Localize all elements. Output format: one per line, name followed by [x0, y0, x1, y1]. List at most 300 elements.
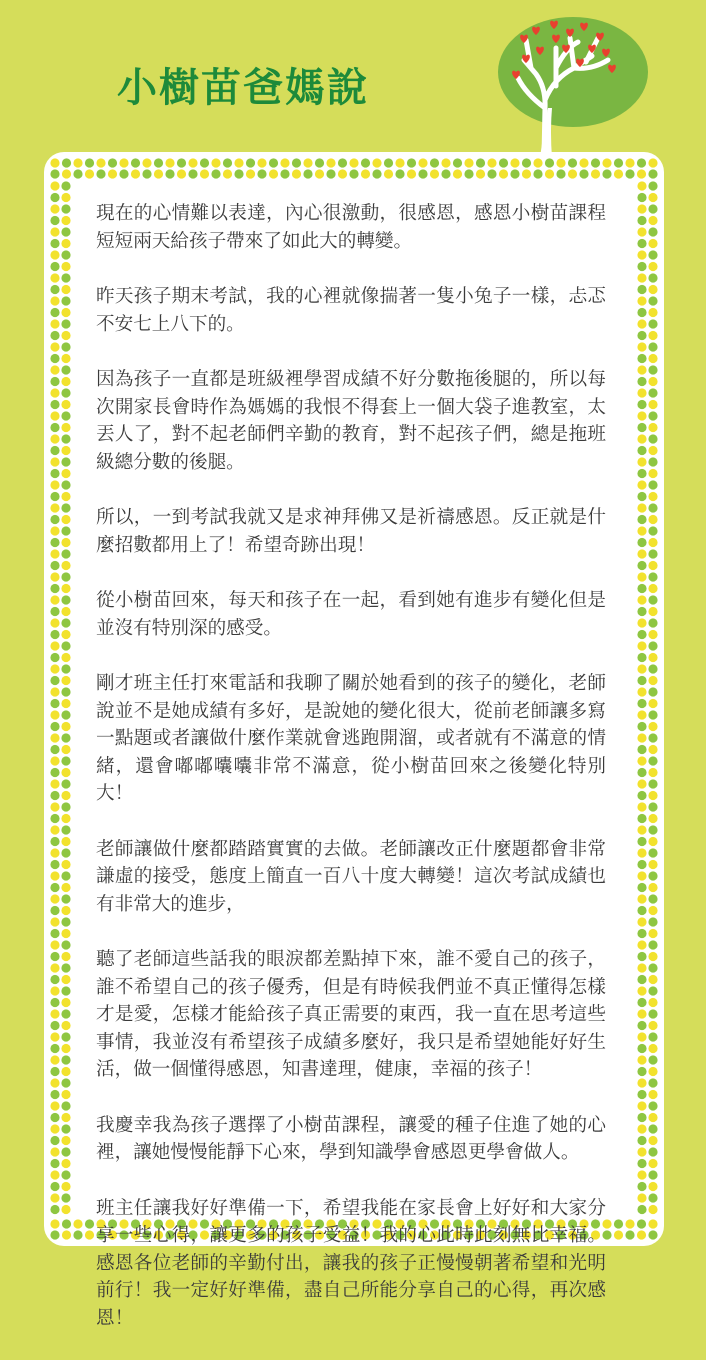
border-dot: [648, 1170, 657, 1179]
border-dot: [61, 791, 70, 800]
border-dot: [61, 768, 70, 777]
border-dot: [154, 158, 163, 167]
border-dot: [165, 169, 174, 178]
letter-paragraph: 聽了老師這些話我的眼淚都差點掉下來，誰不愛自己的孩子，誰不希望自己的孩子優秀，但是有時候我們並不真正懂得怎樣才是愛，怎樣才能給孩子真正需要的東西，我一直在思考這些事情，我並沒有希望孩子成績多麼好，我只是希望她能好好生活，做一個懂得感恩，知書達理，健康，幸福的孩子！: [96, 949, 606, 1080]
border-dot: [648, 929, 657, 938]
border-dot: [637, 733, 646, 742]
border-dot: [61, 239, 70, 248]
border-dot: [50, 825, 59, 834]
border-dot: [50, 561, 59, 570]
border-dot: [50, 630, 59, 639]
border-dot: [637, 193, 646, 202]
border-dot: [648, 273, 657, 282]
border-dot: [637, 814, 646, 823]
border-dot: [50, 883, 59, 892]
border-dot: [292, 169, 301, 178]
border-dot: [61, 883, 70, 892]
border-dot: [637, 411, 646, 420]
border-dot: [50, 1159, 59, 1168]
border-dot: [648, 549, 657, 558]
border-dot: [61, 653, 70, 662]
border-dot: [61, 400, 70, 409]
border-dot: [50, 1124, 59, 1133]
border-dot: [50, 917, 59, 926]
border-dot: [50, 952, 59, 961]
border-dot: [533, 169, 542, 178]
border-dot: [648, 377, 657, 386]
border-dot: [50, 595, 59, 604]
border-dot: [61, 457, 70, 466]
border-dot: [499, 169, 508, 178]
border-dot: [648, 308, 657, 317]
border-dot: [61, 584, 70, 593]
border-dot: [648, 423, 657, 432]
border-dot: [50, 434, 59, 443]
border-dot: [637, 526, 646, 535]
border-dot: [50, 1055, 59, 1064]
border-dot: [648, 1205, 657, 1214]
border-dot: [62, 1230, 71, 1239]
border-dot: [648, 745, 657, 754]
border-dot: [50, 1113, 59, 1122]
border-dot: [648, 319, 657, 328]
border-dot: [50, 1101, 59, 1110]
border-dot: [50, 607, 59, 616]
border-dot: [648, 1067, 657, 1076]
border-dot: [50, 204, 59, 213]
border-dot: [637, 607, 646, 616]
border-dot: [50, 894, 59, 903]
border-dot: [637, 239, 646, 248]
border-dot: [464, 169, 473, 178]
border-dot: [96, 169, 105, 178]
border-dot: [50, 733, 59, 742]
border-dot: [108, 169, 117, 178]
border-dot: [61, 1124, 70, 1133]
border-dot: [50, 906, 59, 915]
border-dot: [499, 158, 508, 167]
border-dot: [61, 630, 70, 639]
border-dot: [648, 227, 657, 236]
border-dot: [61, 377, 70, 386]
border-dot: [648, 1009, 657, 1018]
border-dot: [61, 1147, 70, 1156]
border-dot: [257, 169, 266, 178]
border-dot: [61, 411, 70, 420]
border-dot: [648, 1147, 657, 1156]
border-dot: [637, 1055, 646, 1064]
border-dot: [61, 906, 70, 915]
border-dot: [637, 1078, 646, 1087]
border-dot: [61, 825, 70, 834]
border-dot: [372, 169, 381, 178]
border-dot: [50, 791, 59, 800]
border-dot: [637, 641, 646, 650]
border-dot: [73, 1219, 82, 1228]
border-dot: [61, 549, 70, 558]
border-dot: [522, 169, 531, 178]
border-dot: [637, 388, 646, 397]
border-dot: [223, 158, 232, 167]
border-dot: [637, 423, 646, 432]
border-dot: [637, 710, 646, 719]
border-dot: [637, 584, 646, 593]
border-dot: [637, 871, 646, 880]
border-dot: [61, 1113, 70, 1122]
border-dot: [61, 837, 70, 846]
border-dot: [648, 825, 657, 834]
border-dot: [637, 181, 646, 190]
border-dot: [62, 158, 71, 167]
border-dot: [637, 469, 646, 478]
border-dot: [637, 250, 646, 259]
border-dot: [131, 158, 140, 167]
border-dot: [464, 158, 473, 167]
border-dot: [648, 434, 657, 443]
border-dot: [476, 158, 485, 167]
border-dot: [625, 158, 634, 167]
border-dot: [50, 446, 59, 455]
border-dot: [648, 883, 657, 892]
border-dot: [648, 940, 657, 949]
border-dot: [188, 169, 197, 178]
border-dot: [50, 492, 59, 501]
border-dot: [637, 319, 646, 328]
border-dot: [648, 285, 657, 294]
border-dot: [234, 169, 243, 178]
border-dot: [453, 169, 462, 178]
border-dot: [579, 169, 588, 178]
border-dot: [637, 354, 646, 363]
border-dot: [568, 169, 577, 178]
border-dot: [637, 1159, 646, 1168]
border-dot: [637, 791, 646, 800]
border-dot: [637, 204, 646, 213]
border-dot: [648, 296, 657, 305]
border-dot: [50, 1205, 59, 1214]
border-dot: [61, 779, 70, 788]
border-dot: [50, 756, 59, 765]
border-dot: [637, 262, 646, 271]
border-dot: [637, 1182, 646, 1191]
border-dot: [648, 250, 657, 259]
border-dot: [61, 607, 70, 616]
border-dot: [637, 779, 646, 788]
border-dot: [648, 411, 657, 420]
border-dot: [315, 158, 324, 167]
border-dot: [648, 515, 657, 524]
border-dot: [50, 411, 59, 420]
border-dot: [637, 538, 646, 547]
border-dot: [50, 940, 59, 949]
border-dot: [50, 687, 59, 696]
border-dot: [648, 618, 657, 627]
border-dot: [50, 262, 59, 271]
border-dot: [648, 733, 657, 742]
border-dot: [637, 285, 646, 294]
border-dot: [637, 745, 646, 754]
border-dot: [61, 204, 70, 213]
border-dot: [637, 848, 646, 857]
border-dot: [637, 676, 646, 685]
border-dot: [50, 722, 59, 731]
border-dot: [648, 365, 657, 374]
border-dot: [61, 561, 70, 570]
border-dot: [545, 169, 554, 178]
border-dot: [50, 538, 59, 547]
border-dot: [62, 1219, 71, 1228]
border-dot: [407, 158, 416, 167]
letter-paragraph: 現在的心情難以表達，內心很激動，很感恩，感恩小樹苗課程短短兩天給孩子帶來了如此大的轉變。: [96, 203, 606, 252]
border-dot: [637, 837, 646, 846]
border-dot: [637, 860, 646, 869]
border-dot: [119, 158, 128, 167]
border-dot: [637, 894, 646, 903]
border-dot: [303, 169, 312, 178]
border-dot: [648, 354, 657, 363]
border-dot: [50, 653, 59, 662]
border-dot: [637, 1044, 646, 1053]
border-dot: [556, 158, 565, 167]
border-dot: [61, 1055, 70, 1064]
border-dot: [648, 607, 657, 616]
border-dot: [50, 1067, 59, 1076]
border-dot: [61, 1067, 70, 1076]
border-dot: [61, 860, 70, 869]
border-dot: [50, 1219, 59, 1228]
border-dot: [614, 1219, 623, 1228]
border-dot: [165, 158, 174, 167]
border-dot: [246, 169, 255, 178]
border-dot: [50, 768, 59, 777]
border-dot: [85, 169, 94, 178]
border-dot: [61, 733, 70, 742]
border-dot: [50, 423, 59, 432]
border-dot: [637, 929, 646, 938]
border-dot: [73, 169, 82, 178]
border-dot: [648, 469, 657, 478]
border-dot: [50, 239, 59, 248]
border-dot: [441, 158, 450, 167]
border-dot: [430, 158, 439, 167]
border-dot: [50, 158, 59, 167]
border-dot: [61, 250, 70, 259]
border-dot: [637, 699, 646, 708]
border-dot: [61, 503, 70, 512]
border-dot: [50, 169, 59, 178]
border-dot: [637, 1193, 646, 1202]
border-dot: [637, 158, 646, 167]
border-dot: [637, 561, 646, 570]
border-dot: [61, 952, 70, 961]
border-dot: [61, 1170, 70, 1179]
border-dot: [61, 745, 70, 754]
border-dot: [648, 1101, 657, 1110]
border-dot: [61, 814, 70, 823]
border-dot: [61, 1136, 70, 1145]
border-dot: [257, 158, 266, 167]
border-dot: [556, 169, 565, 178]
border-dot: [61, 365, 70, 374]
border-dot: [637, 687, 646, 696]
border-dot: [50, 584, 59, 593]
border-dot: [338, 158, 347, 167]
border-dot: [61, 963, 70, 972]
border-dot: [648, 860, 657, 869]
border-dot: [648, 1159, 657, 1168]
border-dot: [637, 595, 646, 604]
border-dot: [648, 814, 657, 823]
border-dot: [395, 158, 404, 167]
border-dot: [61, 940, 70, 949]
border-dot: [637, 768, 646, 777]
border-dot: [418, 158, 427, 167]
border-dot: [648, 1230, 657, 1239]
border-dot: [648, 952, 657, 961]
letter-paragraph: 班主任讓我好好準備一下，希望我能在家長會上好好和大家分享一些心得，讓更多的孩子受益！我的心此時此刻無比幸福。感恩各位老師的辛勤付出，讓我的孩子正慢慢朝著希望和光明前行！我一定好好準備，盡自己所能分享自己的心得，再次感恩！: [96, 1197, 606, 1329]
border-dot: [50, 342, 59, 351]
border-dot: [637, 722, 646, 731]
border-dot: [61, 722, 70, 731]
letter-paragraph: 從小樹苗回來，每天和孩子在一起，看到她有進步有變化但是並沒有特別深的感受。: [96, 590, 606, 639]
border-dot: [637, 434, 646, 443]
border-dot: [50, 457, 59, 466]
border-dot: [648, 986, 657, 995]
border-dot: [61, 331, 70, 340]
border-dot: [637, 572, 646, 581]
border-dot: [50, 710, 59, 719]
border-dot: [637, 400, 646, 409]
border-dot: [637, 756, 646, 765]
border-dot: [50, 1032, 59, 1041]
border-dot: [50, 319, 59, 328]
border-dot: [326, 158, 335, 167]
border-dot: [637, 618, 646, 627]
border-dot: [50, 526, 59, 535]
border-dot: [648, 262, 657, 271]
border-dot: [637, 296, 646, 305]
border-dot: [418, 169, 427, 178]
border-dot: [61, 676, 70, 685]
border-dot: [648, 802, 657, 811]
border-dot: [637, 1205, 646, 1214]
border-dot: [50, 998, 59, 1007]
border-dot: [602, 169, 611, 178]
letter-body: [96, 200, 606, 1360]
border-dot: [648, 388, 657, 397]
border-dot: [50, 860, 59, 869]
border-dot: [648, 1032, 657, 1041]
border-dot: [50, 1230, 59, 1239]
border-dot: [648, 722, 657, 731]
border-dot: [430, 169, 439, 178]
border-dot: [61, 1009, 70, 1018]
border-dot: [614, 169, 623, 178]
border-dot: [73, 158, 82, 167]
border-dot: [62, 169, 71, 178]
border-dot: [648, 526, 657, 535]
border-dot: [61, 285, 70, 294]
border-dot: [625, 1219, 634, 1228]
border-dot: [648, 653, 657, 662]
border-dot: [384, 169, 393, 178]
border-dot: [648, 894, 657, 903]
border-dot: [637, 216, 646, 225]
border-dot: [50, 549, 59, 558]
border-dot: [648, 446, 657, 455]
border-dot: [50, 377, 59, 386]
border-dot: [648, 963, 657, 972]
border-dot: [61, 1205, 70, 1214]
border-dot: [50, 181, 59, 190]
border-dot: [637, 906, 646, 915]
border-dot: [50, 331, 59, 340]
border-dot: [50, 296, 59, 305]
border-dot: [625, 169, 634, 178]
border-dot: [487, 169, 496, 178]
border-dot: [61, 193, 70, 202]
border-dot: [637, 1021, 646, 1030]
border-dot: [50, 676, 59, 685]
border-dot: [50, 1078, 59, 1087]
border-dot: [61, 1032, 70, 1041]
letter-paragraph: 因為孩子一直都是班級裡學習成績不好分數拖後腿的，所以每次開家長會時作為媽媽的我恨不得套上一個大袋子進教室，太丟人了，對不起老師們辛勤的教育，對不起孩子們，總是拖班級總分數的後腿。: [96, 369, 606, 473]
border-dot: [637, 975, 646, 984]
border-dot: [648, 572, 657, 581]
border-dot: [50, 745, 59, 754]
border-dot: [50, 193, 59, 202]
border-dot: [61, 595, 70, 604]
border-dot: [50, 963, 59, 972]
border-dot: [234, 158, 243, 167]
border-dot: [50, 848, 59, 857]
border-dot: [61, 1078, 70, 1087]
border-dot: [211, 158, 220, 167]
border-dot: [648, 181, 657, 190]
border-dot: [61, 296, 70, 305]
border-dot: [50, 273, 59, 282]
border-dot: [648, 1193, 657, 1202]
border-dot: [50, 814, 59, 823]
border-dot: [637, 1101, 646, 1110]
border-dot: [50, 1170, 59, 1179]
border-dot: [648, 848, 657, 857]
border-dot: [637, 998, 646, 1007]
border-dot: [648, 204, 657, 213]
border-dot: [545, 158, 554, 167]
border-dot: [648, 342, 657, 351]
border-dot: [648, 1136, 657, 1145]
border-dot: [50, 503, 59, 512]
border-dot: [50, 1021, 59, 1030]
border-dot: [61, 699, 70, 708]
border-dot: [637, 825, 646, 834]
border-dot: [61, 480, 70, 489]
border-dot: [50, 975, 59, 984]
border-dot: [50, 1182, 59, 1191]
border-dot: [648, 1090, 657, 1099]
heart-tree-logo: [496, 8, 696, 158]
border-dot: [50, 641, 59, 650]
border-dot: [50, 572, 59, 581]
border-dot: [61, 446, 70, 455]
border-dot: [637, 227, 646, 236]
border-dot: [50, 308, 59, 317]
border-dot: [648, 687, 657, 696]
border-dot: [61, 538, 70, 547]
border-dot: [50, 802, 59, 811]
border-dot: [50, 480, 59, 489]
